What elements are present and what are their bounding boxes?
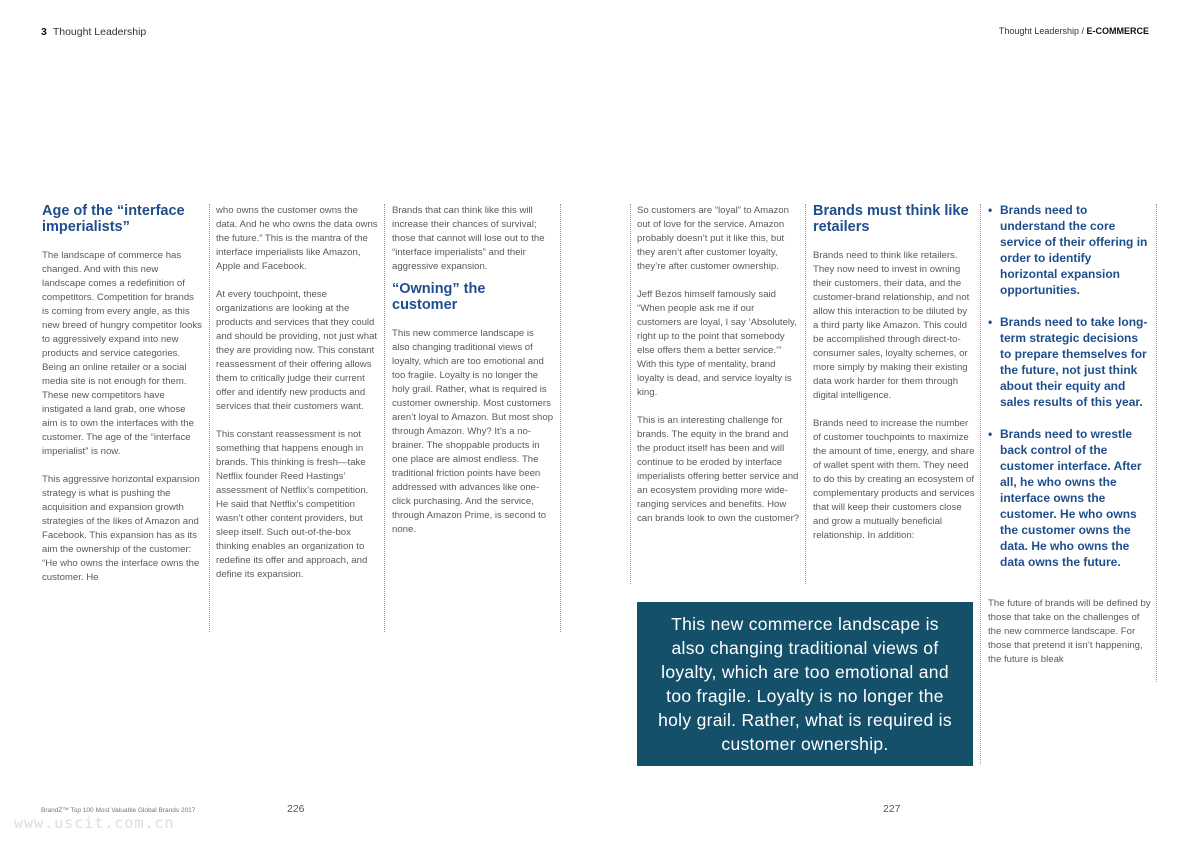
column-divider — [384, 204, 385, 632]
column-divider — [560, 204, 561, 632]
key-takeaways-list — [988, 202, 1148, 586]
paragraph: Brands need to think like retailers. They now need to invest in owning their customers, their data, and the customer-brand relationship, and not allow this interaction to be diluted by a third party like Amazon. This could be accomplished through direct-to-consumer sales, loyalty schemes, or more simply by making their existing data work harder for them through digital intelligence. — [813, 250, 970, 401]
page-number-right: 227 — [883, 803, 901, 815]
paragraph: At every touchpoint, these organizations are looking at the products and services that they could and should be providing, not just what they are providing now. This constant reassessment of their offering allows them to critically judge their current offer and identify new products and services that their customers want. — [216, 289, 378, 412]
bullet-text: Brands need to take long-term strategic decisions to prepare themselves for the future, not just think about their equity and sales results of this year. — [1000, 315, 1148, 409]
bullet-icon: • — [988, 203, 993, 217]
section-heading-owning-the-customer: “Owning” the customer — [392, 281, 486, 313]
paragraph: This aggressive horizontal expansion strategy is what is pushing the acquisition and expansion growth strategies of the likes of Amazon and Facebook. This expansion has as its aim the ownership of the customer: “He who owns the interface owns the customer. He — [42, 474, 200, 583]
closing-paragraph: The future of brands will be defined by those that take on the challenges of the new commerce landscape. For those that pretend it isn’t happening, the future is bleak — [988, 598, 1151, 665]
list-item — [988, 202, 1148, 298]
column-divider — [209, 204, 210, 632]
paragraph: So customers are “loyal” to Amazon out of love for the service. Amazon probably doesn’t put it like this, but they aren’t after customer loyalty, they’re after customer ownership. — [637, 205, 789, 272]
bullet-icon: • — [988, 427, 993, 441]
bullet-text: Brands need to wrestle back control of the customer interface. After all, he who owns the interface owns the customer. He who owns the customer owns the data. He who owns the data owns the future. — [1000, 427, 1142, 569]
list-item — [988, 314, 1148, 410]
paragraph: This constant reassessment is not something that happens enough in brands. This thinking is fresh—take Netflix founder Reed Hastings’ assessment of Netflix’s competition. He said that Netflix’s competition wasn’t other content providers, but sleep itself. Such out-of-the-box thinking enables an organization to redefine its offer and approach, and define its expansion. — [216, 429, 369, 580]
right-header-title: Thought Leadership — [998, 26, 1079, 36]
pull-quote-text: This new commerce landscape is also changing traditional views of loyalty, which are too emotional and too fragile. Loyalty is no longer the holy grail. Rather, what is required is customer ownership. — [658, 614, 952, 754]
paragraph: The landscape of commerce has changed. And with this new landscape comes a redefinition of competitors. Competition for brands is coming from every angle, as this new breed of hungry competitor looks to aggressively expand into new products and service categories. Being an online retailer or a social media site is not enough for them. These new competitors have instigated a land grab, one whose aim is to own the interfaces with the customer. The age of the “interface imperialist” is now. — [42, 250, 202, 457]
column-divider — [980, 204, 981, 764]
paragraph: This new commerce landscape is also changing traditional views of loyalty, which are too emotional and too fragile. Loyalty is no longer the holy grail. Rather, what is required is customer ownership. Most customers aren’t loyal to Amazon. But most shop through Amazon. Why? It’s a no-brainer. The shoppable products in one place are almost endless. The traditional friction points have been addressed with advances like one-click purchasing. And the service, through Amazon Prime, is second to none. — [392, 328, 554, 535]
bullet-text: Brands need to understand the core service of their offering in order to identify horizontal expansion opportunities. — [1000, 203, 1148, 297]
bullet-icon: • — [988, 315, 993, 329]
paragraph: Brands that can think like this will increase their chances of survival; those that cannot will lose out to the “interface imperialists” and their aggressive expansion. — [392, 205, 545, 272]
pull-quote-box — [637, 602, 973, 766]
left-header-title: Thought Leadership — [52, 26, 147, 38]
header-section: E-COMMERCE — [1086, 26, 1149, 36]
right-page-header — [999, 26, 1149, 36]
section-heading-brands-must-think: Brands must think like retailers — [813, 203, 969, 235]
paragraph: who owns the customer owns the data. And he who owns the data owns the future.” This is the mantra of the interface imperialists like Amazon, Apple and Facebook. — [216, 205, 378, 272]
page-number-left: 226 — [287, 803, 305, 815]
left-page-number: 3 — [41, 26, 47, 38]
article-column-3 — [392, 204, 554, 551]
watermark: www.uscit.com.cn — [14, 814, 175, 832]
footer-publication: BrandZ™ Top 100 Most Valuable Global Brands 2017 — [41, 807, 196, 814]
article-column-4 — [637, 204, 800, 540]
column-divider — [630, 204, 631, 584]
column-divider — [805, 204, 806, 584]
paragraph: Jeff Bezos himself famously said “When people ask me if our customers are loyal, I say ‘Absolutely, right up to the point that somebody else offers them a better service.’” With this type of mentality, brand loyalty is dead, and service loyalty is king. — [637, 289, 797, 398]
section-heading-interface-imperialists: Age of the “interface imperialists” — [42, 203, 185, 235]
header-separator: / — [1081, 26, 1084, 36]
paragraph: This is an interesting challenge for brands. The equity in the brand and the product itself has been and will continue to be eroded by interface imperialists offering better service and an ecosystem providing more wide-ranging services and benefits. How can brands look to own the customer? — [637, 415, 800, 524]
article-column-1 — [42, 204, 202, 599]
paragraph: Brands need to increase the number of customer touchpoints to maximize the amount of time, energy, and share of wallet spent with them. They need to do this by creating an ecosystem of complementary products and services that will keep their customers close and grow a mutually beneficial relationship. In addition: — [813, 418, 975, 541]
left-page-header — [41, 26, 146, 38]
column-divider — [1156, 204, 1157, 682]
article-column-5 — [813, 204, 975, 557]
article-column-2 — [216, 204, 378, 596]
list-item — [988, 426, 1148, 570]
